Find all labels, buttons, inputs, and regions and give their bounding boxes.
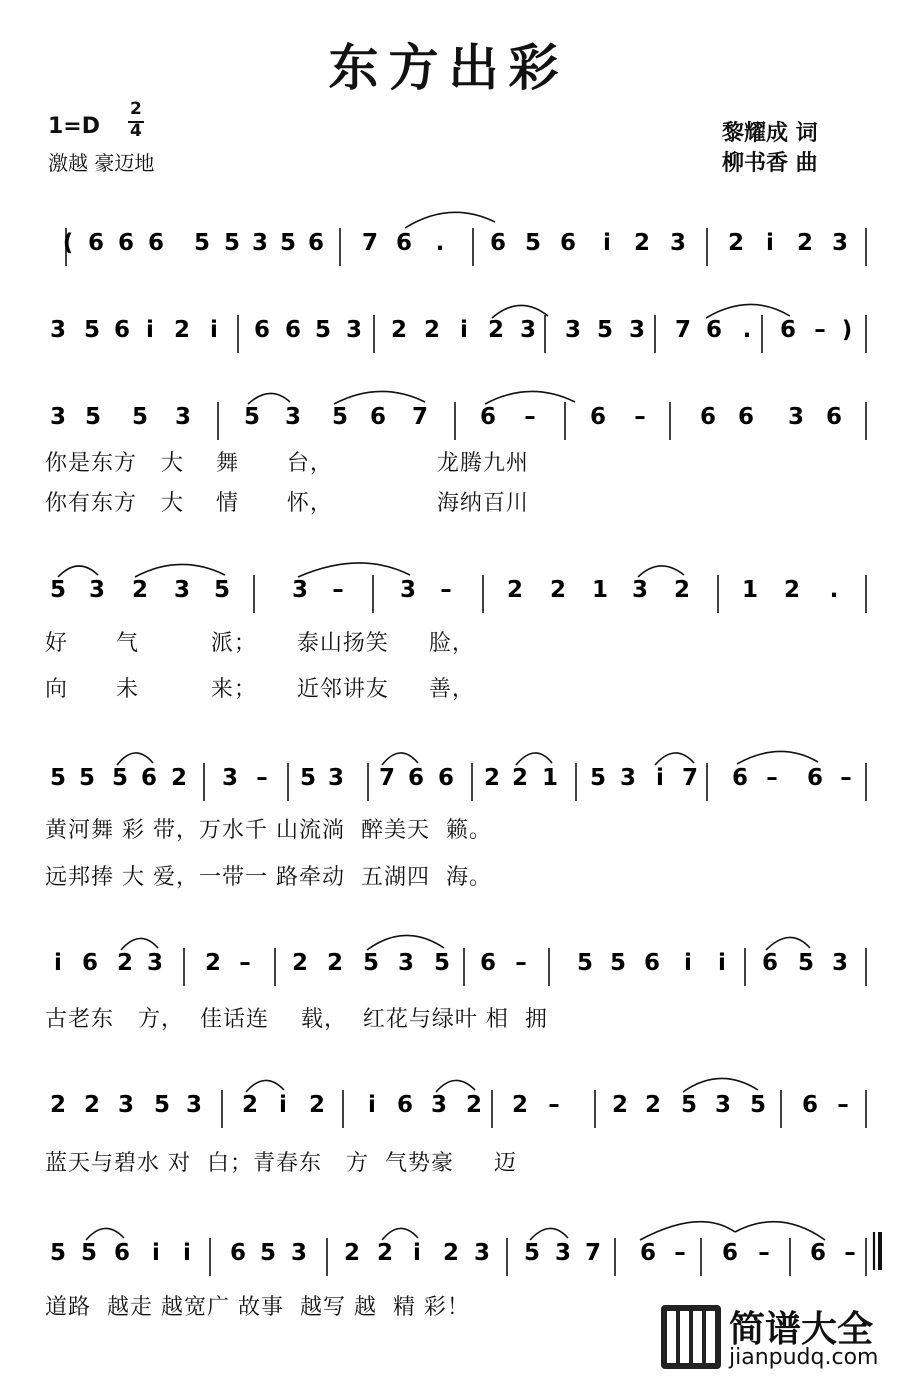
note: 3 — [251, 230, 269, 256]
note: 5 — [243, 404, 261, 430]
note: 5 — [259, 1240, 277, 1266]
note: 3 — [831, 230, 849, 256]
note: 2 — [506, 577, 524, 603]
logo-url: jianpudq.com — [729, 1345, 879, 1370]
note: . — [829, 577, 839, 603]
note: 5 — [523, 1240, 541, 1266]
note: 7 — [378, 765, 396, 791]
note: 1 — [541, 765, 559, 791]
note: 2 — [633, 230, 651, 256]
note: 2 — [673, 577, 691, 603]
note: – — [256, 765, 268, 791]
note: 6 — [437, 765, 455, 791]
note: 6 — [395, 230, 413, 256]
note: 3 — [291, 577, 309, 603]
note: 2 — [465, 1092, 483, 1118]
lyric-line: 蓝天与碧水 对 白；青春东 方 气势豪 迈 — [45, 1151, 517, 1176]
note: 5 — [223, 230, 241, 256]
note: 5 — [680, 1092, 698, 1118]
note: 6 — [396, 1092, 414, 1118]
slur — [121, 938, 158, 950]
note: 3 — [831, 950, 849, 976]
note: 2 — [241, 1092, 259, 1118]
note: 3 — [669, 230, 687, 256]
note: 2 — [131, 577, 149, 603]
note: – — [837, 1092, 849, 1118]
note: 3 — [345, 317, 363, 343]
note: – — [515, 950, 527, 976]
note: 5 — [279, 230, 297, 256]
note: 1 — [741, 577, 759, 603]
note: 2 — [511, 765, 529, 791]
note: 2 — [204, 950, 222, 976]
note: 5 — [78, 765, 96, 791]
note: i — [603, 230, 611, 256]
note: 2 — [611, 1092, 629, 1118]
note: 3 — [399, 577, 417, 603]
slur — [683, 1078, 758, 1092]
note: 3 — [519, 317, 537, 343]
slur — [246, 1080, 284, 1092]
song-title: 东方出彩 — [328, 39, 569, 97]
note: 5 — [80, 1240, 98, 1266]
note: 5 — [193, 230, 211, 256]
note: 6 — [801, 1092, 819, 1118]
note: 3 — [117, 1092, 135, 1118]
note: 6 — [284, 317, 302, 343]
note: ) — [841, 317, 853, 343]
note: 2 — [49, 1092, 67, 1118]
slur — [86, 1228, 124, 1240]
note: 6 — [407, 765, 425, 791]
note: 6 — [705, 317, 723, 343]
slur — [530, 1228, 568, 1240]
note: 5 — [797, 950, 815, 976]
note: ( — [62, 230, 74, 256]
end-barline — [874, 1232, 880, 1270]
note: i — [766, 230, 774, 256]
note: 5 — [749, 1092, 767, 1118]
note: 1 — [591, 577, 609, 603]
note: 2 — [308, 1092, 326, 1118]
note: 3 — [290, 1240, 308, 1266]
lyric-line: 道路 越走 越宽广 故事 越写 越 精 彩！ — [45, 1295, 470, 1320]
note: 2 — [511, 1092, 529, 1118]
note: 5 — [299, 765, 317, 791]
note: i — [279, 1092, 287, 1118]
note: i — [368, 1092, 376, 1118]
note: – — [844, 1240, 856, 1266]
note: 3 — [430, 1092, 448, 1118]
note: 3 — [221, 765, 239, 791]
note: 5 — [49, 1240, 67, 1266]
slur — [117, 753, 153, 765]
note: 2 — [291, 950, 309, 976]
note: 3 — [714, 1092, 732, 1118]
note: – — [840, 765, 852, 791]
note: 6 — [825, 404, 843, 430]
note: 2 — [116, 950, 134, 976]
note: 5 — [609, 950, 627, 976]
slur-marks — [58, 212, 825, 1240]
lyric-line: 向 未 来； 近邻讲友 善， — [45, 677, 475, 702]
slur — [485, 391, 575, 404]
note: 2 — [376, 1240, 394, 1266]
slur — [334, 391, 425, 404]
note: 7 — [674, 317, 692, 343]
note: – — [239, 950, 251, 976]
note: 5 — [153, 1092, 171, 1118]
note: 2 — [390, 317, 408, 343]
slur — [766, 937, 810, 950]
note: 6 — [559, 230, 577, 256]
note: 5 — [131, 404, 149, 430]
note: – — [332, 577, 344, 603]
note: 6 — [731, 765, 749, 791]
note: 6 — [806, 765, 824, 791]
note: 5 — [49, 765, 67, 791]
note: 3 — [49, 317, 67, 343]
note: – — [634, 404, 646, 430]
slur — [516, 753, 552, 765]
note: 3 — [185, 1092, 203, 1118]
note: 3 — [49, 404, 67, 430]
note: 3 — [787, 404, 805, 430]
lyric-line: 古老东 方， 佳话连 载， 红花与绿叶 相 拥 — [45, 1007, 548, 1032]
note: 2 — [83, 1092, 101, 1118]
note: 5 — [49, 577, 67, 603]
note: 6 — [479, 950, 497, 976]
note: 5 — [314, 317, 332, 343]
note: 7 — [361, 230, 379, 256]
note: 6 — [117, 230, 135, 256]
slur — [737, 751, 818, 764]
note: 6 — [643, 950, 661, 976]
note: i — [210, 317, 218, 343]
note: 3 — [174, 404, 192, 430]
note: 3 — [284, 404, 302, 430]
time-signature-bottom: 4 — [130, 121, 142, 141]
note: 2 — [783, 577, 801, 603]
note: i — [152, 1240, 160, 1266]
key-signature: 1=D — [48, 114, 101, 139]
slur — [382, 753, 418, 765]
note: i — [460, 317, 468, 343]
note: – — [814, 317, 826, 343]
note: i — [656, 765, 664, 791]
note: 5 — [576, 950, 594, 976]
note: 5 — [362, 950, 380, 976]
note: 2 — [442, 1240, 460, 1266]
note: i — [146, 317, 154, 343]
note: 5 — [84, 404, 102, 430]
note: 2 — [343, 1240, 361, 1266]
note: 3 — [146, 950, 164, 976]
note: 6 — [253, 317, 271, 343]
note: 6 — [809, 1240, 827, 1266]
note: 7 — [584, 1240, 602, 1266]
slur — [382, 1228, 418, 1240]
note: 2 — [326, 950, 344, 976]
note: 3 — [554, 1240, 572, 1266]
note: 6 — [489, 230, 507, 256]
site-logo — [657, 1297, 897, 1377]
note: 2 — [644, 1092, 662, 1118]
note: 7 — [681, 765, 699, 791]
note: 5 — [111, 765, 129, 791]
lyric-line: 你有东方 大 情 怀， 海纳百川 — [45, 491, 529, 516]
note: 5 — [433, 950, 451, 976]
slur — [706, 304, 790, 318]
note: 2 — [423, 317, 441, 343]
slur — [298, 563, 410, 577]
note: i — [54, 950, 62, 976]
note: 5 — [331, 404, 349, 430]
lyric-line: 黄河舞 彩 带，万水千 山流淌 醉美天 籁。 — [45, 818, 492, 843]
lyric-line: 你是东方 大 舞 台， 龙腾九州 — [45, 451, 529, 476]
slur — [735, 1222, 825, 1240]
note: 2 — [173, 317, 191, 343]
note: 3 — [631, 577, 649, 603]
note: – — [758, 1240, 770, 1266]
note: – — [548, 1092, 560, 1118]
slur — [436, 1080, 475, 1092]
note: 3 — [628, 317, 646, 343]
note: 6 — [479, 404, 497, 430]
note: 2 — [727, 230, 745, 256]
note: 3 — [564, 317, 582, 343]
note: 6 — [307, 230, 325, 256]
note: 5 — [83, 317, 101, 343]
note: 2 — [487, 317, 505, 343]
slur — [367, 935, 444, 950]
slur — [405, 212, 495, 228]
note: 6 — [113, 317, 131, 343]
note: 2 — [796, 230, 814, 256]
piano-icon — [657, 1301, 727, 1371]
note: 3 — [397, 950, 415, 976]
note: 7 — [411, 404, 429, 430]
note: 5 — [213, 577, 231, 603]
slur — [640, 1222, 735, 1240]
slur — [248, 393, 290, 404]
slur — [638, 566, 684, 577]
lyric-line: 远邦捧 大 爱，一带一 路牵动 五湖四 海。 — [45, 865, 492, 890]
note: 6 — [761, 950, 779, 976]
tempo-marking: 激越 豪迈地 — [48, 151, 155, 175]
note: 3 — [88, 577, 106, 603]
note: 6 — [140, 765, 158, 791]
note: i — [413, 1240, 421, 1266]
note: 6 — [779, 317, 797, 343]
note: 5 — [596, 317, 614, 343]
note: – — [674, 1240, 686, 1266]
note: 6 — [589, 404, 607, 430]
note: 2 — [549, 577, 567, 603]
note: . — [435, 230, 445, 256]
logo-name: 简谱大全 — [729, 1309, 874, 1350]
note: i — [684, 950, 692, 976]
note: . — [742, 317, 752, 343]
slur — [58, 566, 98, 577]
note: 3 — [327, 765, 345, 791]
note: – — [766, 765, 778, 791]
note: 3 — [173, 577, 191, 603]
note: 6 — [699, 404, 717, 430]
note: 6 — [113, 1240, 131, 1266]
note: i — [183, 1240, 191, 1266]
note: 3 — [619, 765, 637, 791]
note: 2 — [170, 765, 188, 791]
note: 5 — [524, 230, 542, 256]
slur — [655, 753, 694, 765]
note: 6 — [737, 404, 755, 430]
time-signature-top: 2 — [130, 99, 142, 119]
composer-credit: 柳书香 曲 — [722, 151, 818, 176]
slur — [135, 564, 225, 577]
note: – — [524, 404, 536, 430]
note: 6 — [721, 1240, 739, 1266]
lyricist-credit: 黎耀成 词 — [722, 121, 818, 146]
note: 6 — [229, 1240, 247, 1266]
note: 6 — [369, 404, 387, 430]
note: 6 — [147, 230, 165, 256]
note: 6 — [87, 230, 105, 256]
lyric-line: 好 气 派； 泰山扬笑 脸， — [45, 631, 475, 656]
note: i — [718, 950, 726, 976]
note: 2 — [483, 765, 501, 791]
note: 6 — [81, 950, 99, 976]
note: – — [440, 577, 452, 603]
note: 5 — [589, 765, 607, 791]
note: 3 — [473, 1240, 491, 1266]
note: 6 — [639, 1240, 657, 1266]
